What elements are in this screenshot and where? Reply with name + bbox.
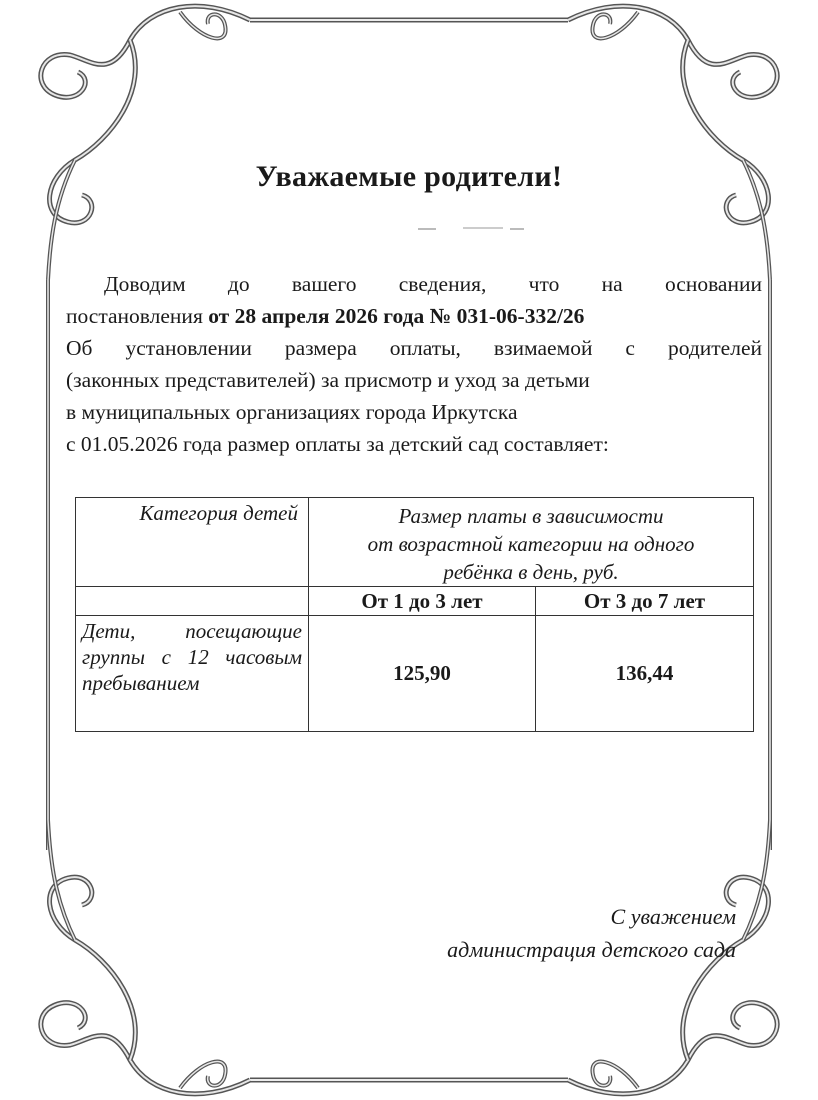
table-header-row xyxy=(76,498,754,587)
signature-line: С уважением xyxy=(610,904,736,929)
paragraph-line: Об установлении размера оплаты, взимаемой с родителей xyxy=(66,336,762,360)
paragraph-line: с 01.05.2026 года размер оплаты за детский сад составляет: xyxy=(66,432,609,456)
paragraph-line: (законных представителей) за присмотр и уход за детьми xyxy=(66,368,590,392)
header-fee-line: от возрастной категории на одного xyxy=(367,532,695,556)
decree-reference: от 28 апреля 2026 года № 031-06-332/26 xyxy=(208,304,585,328)
paragraph-line: в муниципальных организациях города Иркутска xyxy=(66,400,518,424)
empty-cell xyxy=(76,587,309,616)
decree-prefix: постановления xyxy=(66,304,209,328)
scan-mark-decoration xyxy=(418,226,528,232)
age-group-1: От 1 до 3 лет xyxy=(309,587,536,616)
age-header-row xyxy=(76,587,754,616)
notice-paragraph xyxy=(66,268,762,460)
age-group-2: От 3 до 7 лет xyxy=(536,587,754,616)
header-fee-line: Размер платы в зависимости xyxy=(398,504,664,528)
paragraph-line xyxy=(66,300,762,332)
header-fee-line: ребёнка в день, руб. xyxy=(443,560,619,584)
signature-block xyxy=(447,900,736,966)
fee-table xyxy=(75,497,754,732)
header-fee xyxy=(309,498,754,587)
row-category: Дети, посещающие группы с 12 часовым пребыванием xyxy=(76,616,309,732)
paragraph-line: Доводим до вашего сведения, что на основании xyxy=(104,272,762,296)
header-category: Категория детей xyxy=(76,498,309,587)
fee-1-3: 125,90 xyxy=(309,616,536,732)
signature-line: администрация детского сада xyxy=(447,937,736,962)
table-row xyxy=(76,616,754,732)
page-title: Уважаемые родители! xyxy=(255,160,563,193)
fee-3-7: 136,44 xyxy=(536,616,754,732)
